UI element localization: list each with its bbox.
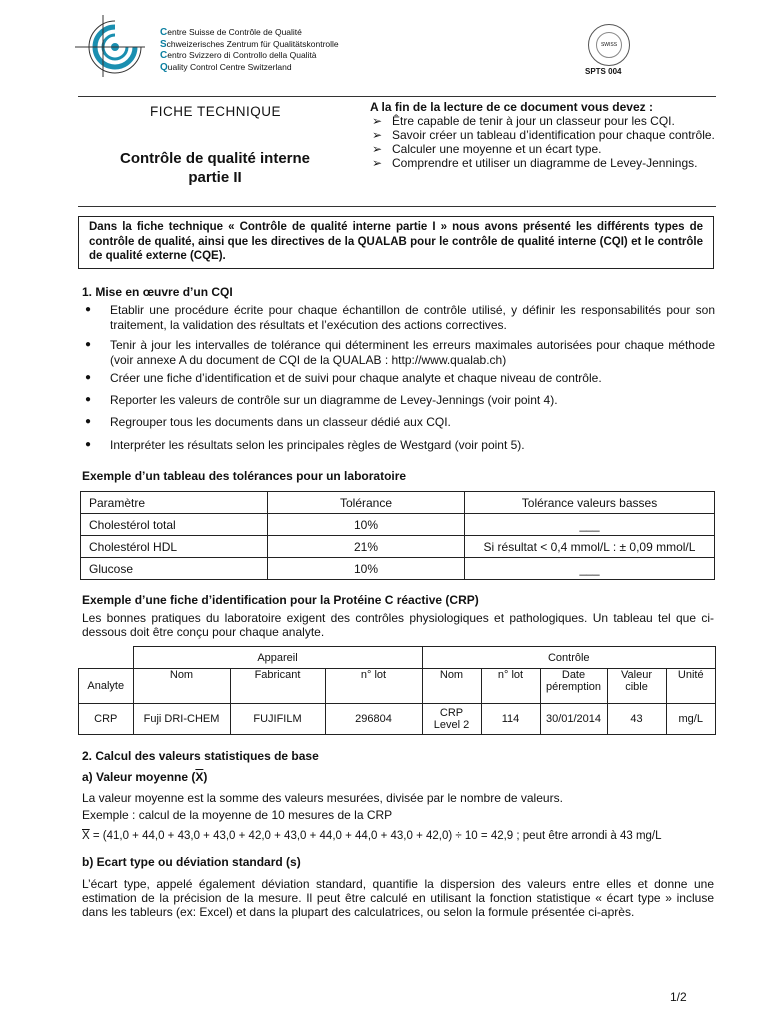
table-cell: ___ (465, 558, 715, 580)
bullet-item: ● Tenir à jour les intervalles de tolérance qui déterminent les erreurs maximales autorisées pour chaque méthode (voir annexe A du document de CQI de la QUALAB : http://www.qualab.ch) (85, 338, 715, 367)
table-cell: CRP (79, 704, 134, 735)
cscq-logo (75, 15, 155, 77)
mean-example: Exemple : calcul de la moyenne de 10 mesures de la CRP (82, 808, 393, 822)
bullet-item: ● Créer une fiche d’identification et de suivi pour chaque analyte et chaque niveau de contrôle. (85, 371, 602, 385)
table-cell: mg/L (666, 704, 716, 735)
crp-table (78, 646, 716, 735)
bullet-item: ● Reporter les valeurs de contrôle sur un diagramme de Levey-Jennings (voir point 4). (85, 393, 558, 407)
org-name-en: Quality Control Centre Switzerland (160, 61, 292, 73)
table-cell: FUJIFILM (230, 704, 325, 735)
group-header-appareil: Appareil (133, 647, 422, 669)
objective-item: ➢ Comprendre et utiliser un diagramme de Levey-Jennings. (372, 156, 698, 170)
subsection-b-title: b) Ecart type ou déviation standard (s) (82, 855, 301, 869)
bullet-item: ● Regrouper tous les documents dans un classeur dédié aux CQI. (85, 415, 451, 429)
page-title (100, 149, 330, 187)
table-cell: 30/01/2014 (540, 704, 607, 735)
table-row (79, 704, 716, 735)
arrow-bullet-icon: ➢ (372, 142, 383, 156)
table-row (81, 514, 715, 536)
table-header: Valeur cible (607, 669, 666, 704)
arrow-bullet-icon: ➢ (372, 128, 383, 142)
tolerance-caption: Exemple d’un tableau des tolérances pour un laboratoire (82, 469, 407, 483)
table-header: n° lot (325, 669, 422, 704)
objective-item: ➢ Calculer une moyenne et un écart type. (372, 142, 602, 156)
table-cell: Fuji DRI-CHEM (133, 704, 230, 735)
tolerance-table (80, 491, 715, 580)
table-header: Tolérance (268, 492, 465, 514)
table-cell: Cholestérol HDL (81, 536, 268, 558)
bullet-icon: ● (85, 416, 92, 427)
divider (78, 96, 716, 97)
bullet-icon: ● (85, 439, 92, 450)
bullet-item: ● Interpréter les résultats selon les principales règles de Westgard (voir point 5). (85, 438, 525, 452)
table-row (81, 536, 715, 558)
table-cell: ___ (465, 514, 715, 536)
table-header: Nom (422, 669, 481, 704)
table-cell: CRP Level 2 (422, 704, 481, 735)
org-name-fr: Centre Suisse de Contrôle de Qualité (160, 27, 302, 38)
table-cell: 114 (481, 704, 540, 735)
table-header: n° lot (481, 669, 540, 704)
table-header-row (79, 669, 716, 704)
mean-symbol: $\overline{X}$ (195, 770, 204, 784)
table-cell: Cholestérol total (81, 514, 268, 536)
seal-code: SPTS 004 (585, 67, 622, 76)
table-header: Tolérance valeurs basses (465, 492, 715, 514)
table-header-row (81, 492, 715, 514)
table-header: Nom (133, 669, 230, 704)
mean-symbol: $\overline{X}$ (82, 830, 90, 842)
fiche-label: FICHE TECHNIQUE (150, 104, 282, 119)
section-1-title: 1. Mise en œuvre d’un CQI (82, 285, 233, 299)
intro-box: Dans la fiche technique « Contrôle de qualité interne partie I » nous avons présenté les différents types de contrôle de qualité, ainsi que les directives de la QUALAB pour le contrôle de qualité interne (CQI) et le contrôle de qualité externe (CQE). (78, 216, 714, 269)
table-cell: 21% (268, 536, 465, 558)
table-header: Fabricant (230, 669, 325, 704)
table-cell: 10% (268, 514, 465, 536)
seal-text: SWISS (596, 32, 622, 58)
bullet-icon: ● (85, 372, 92, 383)
org-name-de: Schweizerisches Zentrum für Qualitätskontrolle (160, 38, 339, 50)
objective-item: ➢ Savoir créer un tableau d’identification pour chaque contrôle. (372, 128, 715, 142)
bullet-icon: ● (85, 339, 92, 350)
crp-caption: Exemple d’une fiche d’identification pour la Protéine C réactive (CRP) (82, 593, 479, 607)
table-cell: 43 (607, 704, 666, 735)
bullet-icon: ● (85, 394, 92, 405)
subsection-a-title: a) Valeur moyenne $(\overline{X})$ (82, 770, 208, 784)
objective-item: ➢ Être capable de tenir à jour un classeur pour les CQI. (372, 114, 675, 128)
table-cell: 10% (268, 558, 465, 580)
page-number: 1/2 (670, 990, 687, 1004)
arrow-bullet-icon: ➢ (372, 156, 383, 170)
table-group-row (79, 647, 716, 669)
org-names (160, 27, 339, 73)
section-2-title: 2. Calcul des valeurs statistiques de base (82, 749, 319, 763)
table-header: Unité (666, 669, 716, 704)
std-dev-text: L’écart type, appelé également déviation standard, quantifie la dispersion des valeurs entre elles et donne une estimation de la précision de la mesure. Il peut être calculé en utilisant la fonction statistique « écart type » incluse dans les tableurs (ex: Excel) et dans la plupart des calculatrices, ou selon la formule présentée ci-après. (82, 877, 714, 919)
crp-text: Les bonnes pratiques du laboratoire exigent des contrôles physiologiques et pathologiques. Un tableau tel que ci-dessous doit être conçu pour chaque analyte. (82, 611, 714, 639)
bullet-icon: ● (85, 304, 92, 315)
table-cell: Glucose (81, 558, 268, 580)
divider (78, 206, 716, 207)
title-line-1: Contrôle de qualité interne (119, 150, 311, 167)
objectives-list (370, 114, 716, 170)
org-name-it: Centro Svizzero di Controllo della Qualità (160, 50, 317, 61)
mean-formula: $\overline{X} = (41,0 + 44,0 + 43,0 + 43,0 + 42,0 + 43,0 + 44,0 + 44,0 + 43,0 + 42,0) \div 10 = 42,9$ ; peut être arrondi à 43 mg/L (82, 830, 662, 842)
mean-definition: La valeur moyenne est la somme des valeurs mesurées, divisée par le nombre de valeurs. (82, 791, 563, 805)
arrow-bullet-icon: ➢ (372, 114, 383, 128)
objectives-heading: A la fin de la lecture de ce document vous devez : (370, 100, 653, 114)
title-line-2: partie II (188, 169, 242, 186)
table-header: Paramètre (81, 492, 268, 514)
table-header: Analyte (79, 669, 134, 704)
table-row (81, 558, 715, 580)
bullet-item: ● Etablir une procédure écrite pour chaque échantillon de contrôle utilisé, y définir les responsabilités pour son traitement, la validation des résultats et l’exécution des actions correctives. (85, 303, 715, 332)
table-cell: 296804 (325, 704, 422, 735)
group-header-controle: Contrôle (422, 647, 716, 669)
table-cell: Si résultat < 0,4 mmol/L : ± 0,09 mmol/L (465, 536, 715, 558)
table-header: Date péremption (540, 669, 607, 704)
